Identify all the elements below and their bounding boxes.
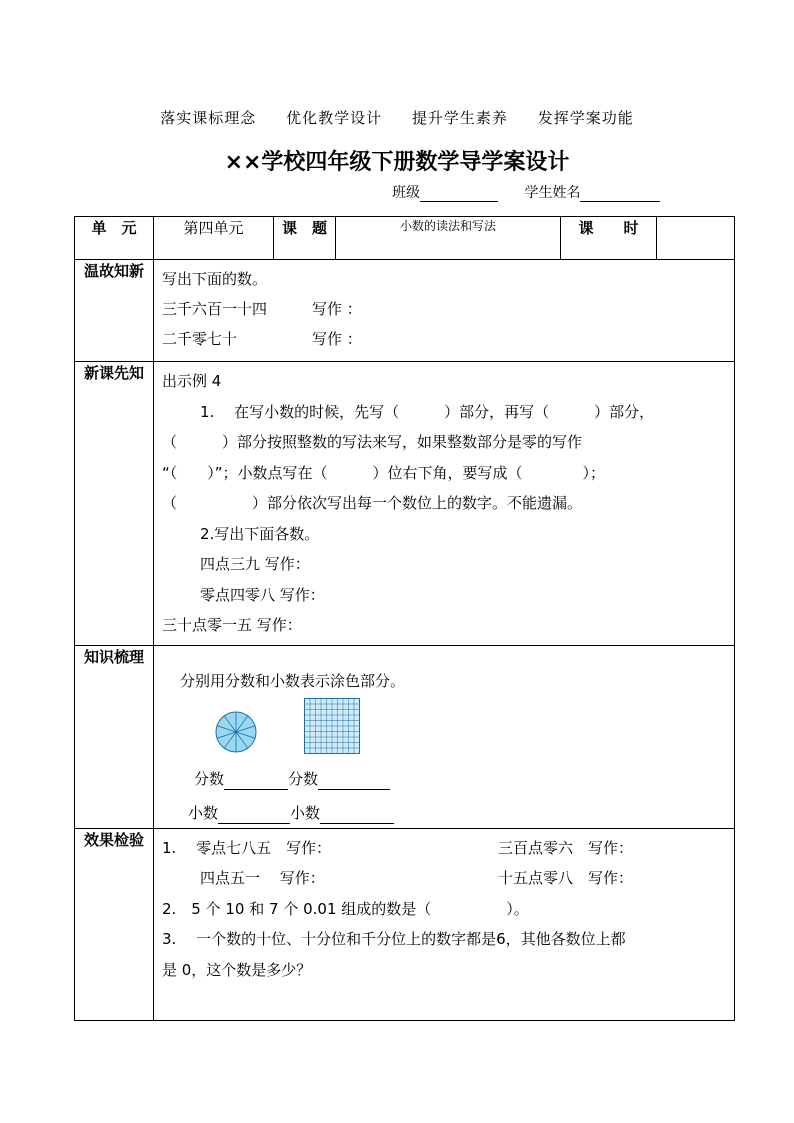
student-name-label: 学生姓名 bbox=[524, 185, 581, 201]
review-item-1: 三千六百一十四 写作 ： bbox=[162, 300, 362, 318]
class-field[interactable] bbox=[420, 187, 498, 202]
period-label: 课 时 bbox=[561, 217, 657, 260]
topic-label: 课 题 bbox=[274, 217, 336, 260]
shaded-circle-figure bbox=[214, 710, 258, 754]
example-title: 出示例 4 bbox=[162, 372, 222, 390]
review-content bbox=[154, 260, 735, 362]
unit-label: 单 元 bbox=[75, 217, 154, 260]
new-lesson-label: 新课先知 bbox=[75, 362, 154, 646]
figures bbox=[180, 698, 726, 758]
topic-value: 小数的读法和写法 bbox=[336, 217, 561, 260]
student-info bbox=[392, 182, 660, 202]
new-lesson-content bbox=[154, 362, 735, 646]
unit-value: 第四单元 bbox=[154, 217, 274, 260]
decimal-blank-2[interactable] bbox=[320, 807, 394, 824]
q1-line-1: 1. 零点七八五 写作： 三百点零六 写作： bbox=[162, 838, 634, 857]
fill-blank-line-2: （ ）部分按照整数的写法来写，如果整数部分是零的写作 bbox=[162, 433, 583, 451]
review-label: 温故知新 bbox=[75, 260, 154, 362]
q1-line-2: 四点五一 写作： 十五点零八 写作： bbox=[200, 869, 634, 887]
motto bbox=[0, 107, 794, 128]
exercise-2-item-3: 三十点零一五 写作： bbox=[162, 616, 302, 634]
motto-4: 发挥学案功能 bbox=[537, 109, 634, 127]
decimal-label-2: 小数 bbox=[290, 803, 321, 822]
page-title: ××学校四年级下册数学导学案设计 bbox=[224, 150, 570, 175]
new-lesson-row bbox=[75, 362, 735, 646]
motto-1: 落实课标理念 bbox=[160, 109, 257, 127]
student-name-field[interactable] bbox=[580, 187, 660, 202]
fill-blank-line-3: “（ ）”；小数点写在（ ）位右下角，要写成（ ）； bbox=[162, 463, 606, 482]
motto-2: 优化教学设计 bbox=[286, 109, 383, 127]
fraction-blank-2[interactable] bbox=[318, 773, 390, 790]
knowledge-label: 知识梳理 bbox=[75, 645, 154, 828]
check-content bbox=[154, 828, 735, 1020]
fill-blank-line-1: 1. 在写小数的时候，先写（ ）部分，再写（ ）部分， bbox=[200, 402, 655, 421]
exercise-2-title: 2.写出下面各数。 bbox=[200, 524, 320, 543]
check-row bbox=[75, 828, 735, 1020]
knowledge-content bbox=[154, 645, 735, 828]
check-label: 效果检验 bbox=[75, 828, 154, 1020]
question-3-line-2: 是 0，这个数是多少？ bbox=[162, 960, 312, 979]
fraction-answers bbox=[180, 768, 726, 790]
fraction-blank-1[interactable] bbox=[224, 773, 288, 790]
fill-blank-line-4: （ ）部分依次写出每一个数位上的数字。不能遗漏。 bbox=[162, 494, 583, 512]
class-label: 班级 bbox=[392, 185, 420, 201]
knowledge-prompt: 分别用分数和小数表示涂色部分。 bbox=[180, 671, 406, 690]
worksheet-table bbox=[74, 216, 735, 1021]
exercise-2-item-1: 四点三九 写作： bbox=[200, 555, 310, 573]
knowledge-row bbox=[75, 645, 735, 828]
exercise-2-item-2: 零点四零八 写作： bbox=[200, 585, 325, 604]
table-header-row bbox=[75, 217, 735, 260]
decimal-label-1: 小数 bbox=[188, 803, 219, 822]
period-value[interactable] bbox=[657, 217, 735, 260]
fraction-label-1: 分数 bbox=[194, 769, 225, 788]
motto-3: 提升学生素养 bbox=[411, 109, 508, 127]
decimal-blank-1[interactable] bbox=[218, 807, 290, 824]
review-row bbox=[75, 260, 735, 362]
question-3-line-1: 3. 一个数的十位、十分位和千分位上的数字都是6，其他各数位上都 bbox=[162, 930, 626, 948]
question-2: 2. 5 个 10 和 7 个 0.01 组成的数是（ ）。 bbox=[162, 899, 529, 918]
decimal-answers bbox=[180, 802, 726, 824]
fraction-label-2: 分数 bbox=[288, 769, 319, 788]
shaded-grid-figure bbox=[304, 698, 360, 754]
review-item-2: 二千零七十 写作 ： bbox=[162, 330, 362, 348]
review-prompt: 写出下面的数。 bbox=[162, 270, 268, 288]
